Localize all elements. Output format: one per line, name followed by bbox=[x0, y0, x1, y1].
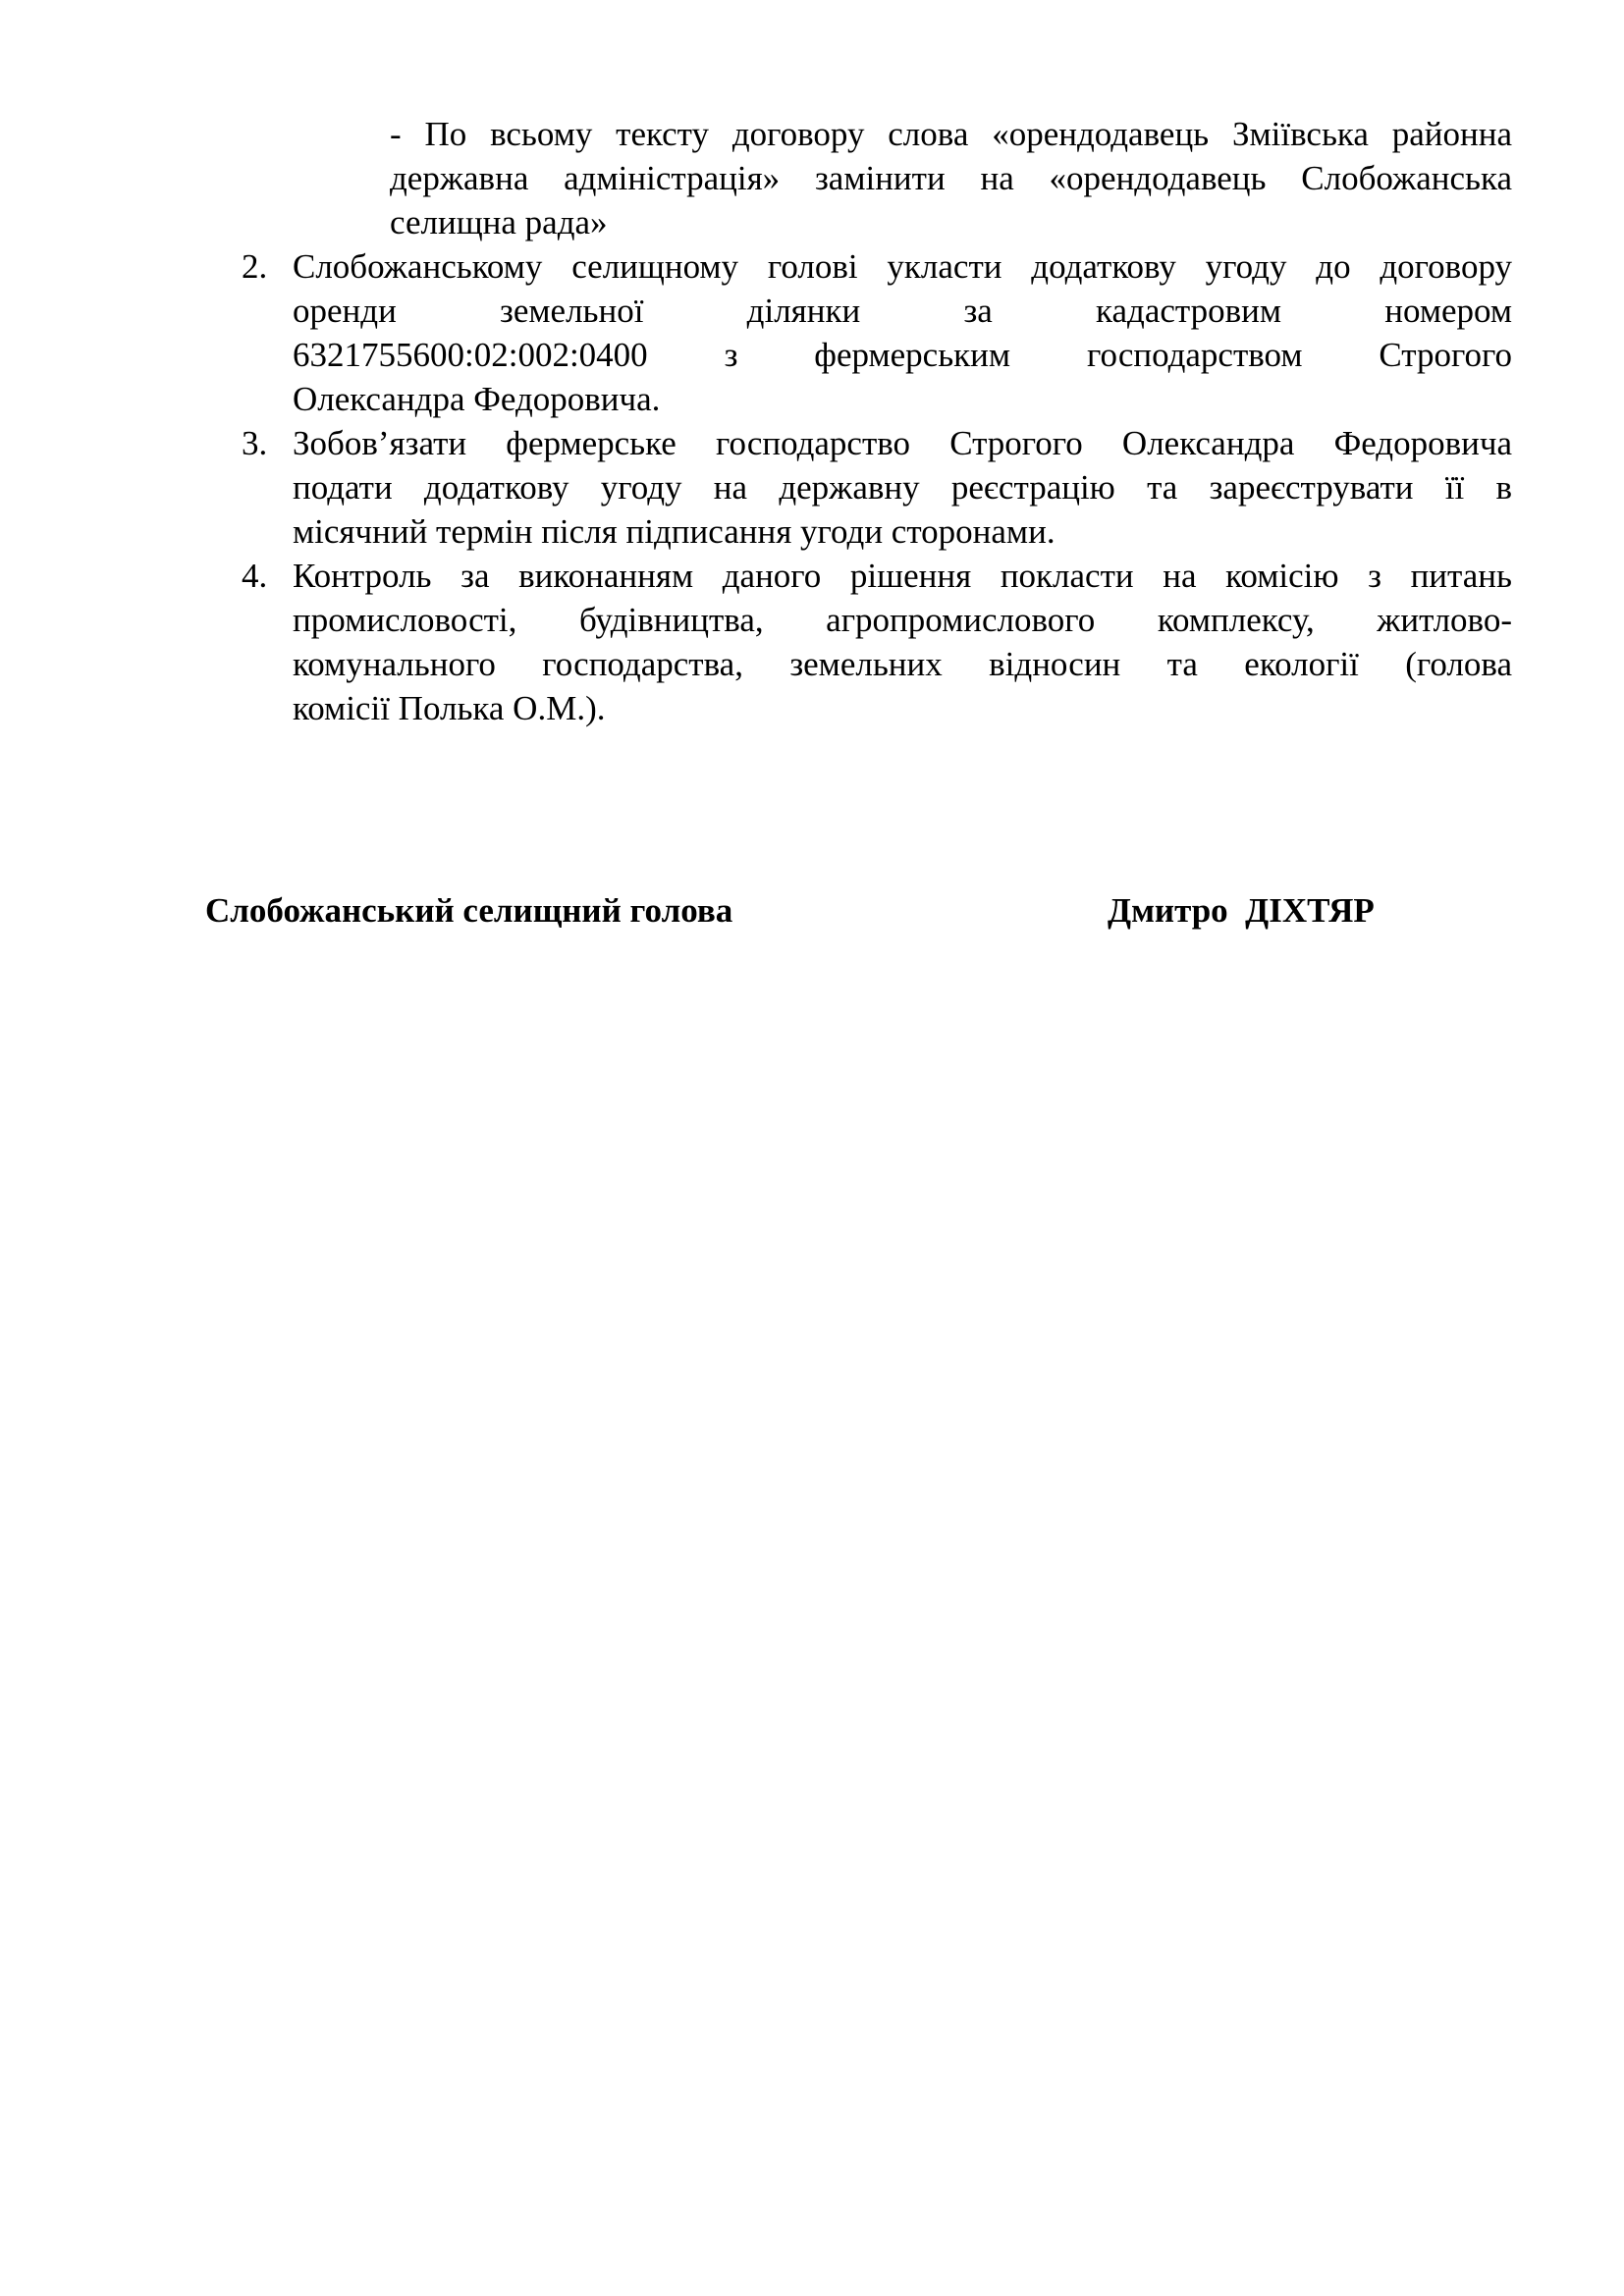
list-item-2 bbox=[242, 244, 1512, 421]
text-line: селищна рада» bbox=[390, 203, 608, 241]
signature-name: Дмитро ДІХТЯР bbox=[1108, 891, 1375, 930]
text-line: комісії Полька О.М.). bbox=[293, 689, 606, 727]
text-line: місячний термін після підписання угоди сторонами. bbox=[293, 512, 1056, 551]
item-text bbox=[293, 244, 1512, 421]
text-line: - По всьому тексту договору слова «орендодавець Зміївська районна bbox=[390, 115, 1512, 153]
list-item-4 bbox=[242, 554, 1512, 730]
text-line: Олександра Федоровича. bbox=[293, 380, 661, 418]
text-line: Зобов’язати фермерське господарство Строгого Олександра Федоровича bbox=[293, 424, 1512, 462]
text-line: комунального господарства, земельних відносин та екології (голова bbox=[293, 645, 1512, 683]
text-line: промисловості, будівництва, агропромислового комплексу, житлово- bbox=[293, 601, 1512, 639]
text-line: державна адміністрація» замінити на «орендодавець Слобожанська bbox=[390, 159, 1512, 197]
continuation-subitem bbox=[390, 112, 1512, 244]
item-text bbox=[293, 421, 1512, 554]
text-line: оренди земельної ділянки за кадастровим номером bbox=[293, 292, 1512, 330]
item-number: 4. bbox=[242, 557, 268, 595]
item-text bbox=[293, 554, 1512, 730]
list-item-3 bbox=[242, 421, 1512, 554]
text-line: подати додаткову угоду на державну реєстрацію та зареєструвати її в bbox=[293, 468, 1512, 507]
text-line: Слобожанському селищному голові укласти додаткову угоду до договору bbox=[293, 247, 1512, 286]
signature-position: Слобожанський селищний голова bbox=[205, 891, 733, 930]
item-number: 2. bbox=[242, 247, 268, 286]
text-line: 6321755600:02:002:0400 з фермерським господарством Строгого bbox=[293, 336, 1512, 374]
item-number: 3. bbox=[242, 424, 268, 462]
text-line: Контроль за виконанням даного рішення покласти на комісію з питань bbox=[293, 557, 1512, 595]
